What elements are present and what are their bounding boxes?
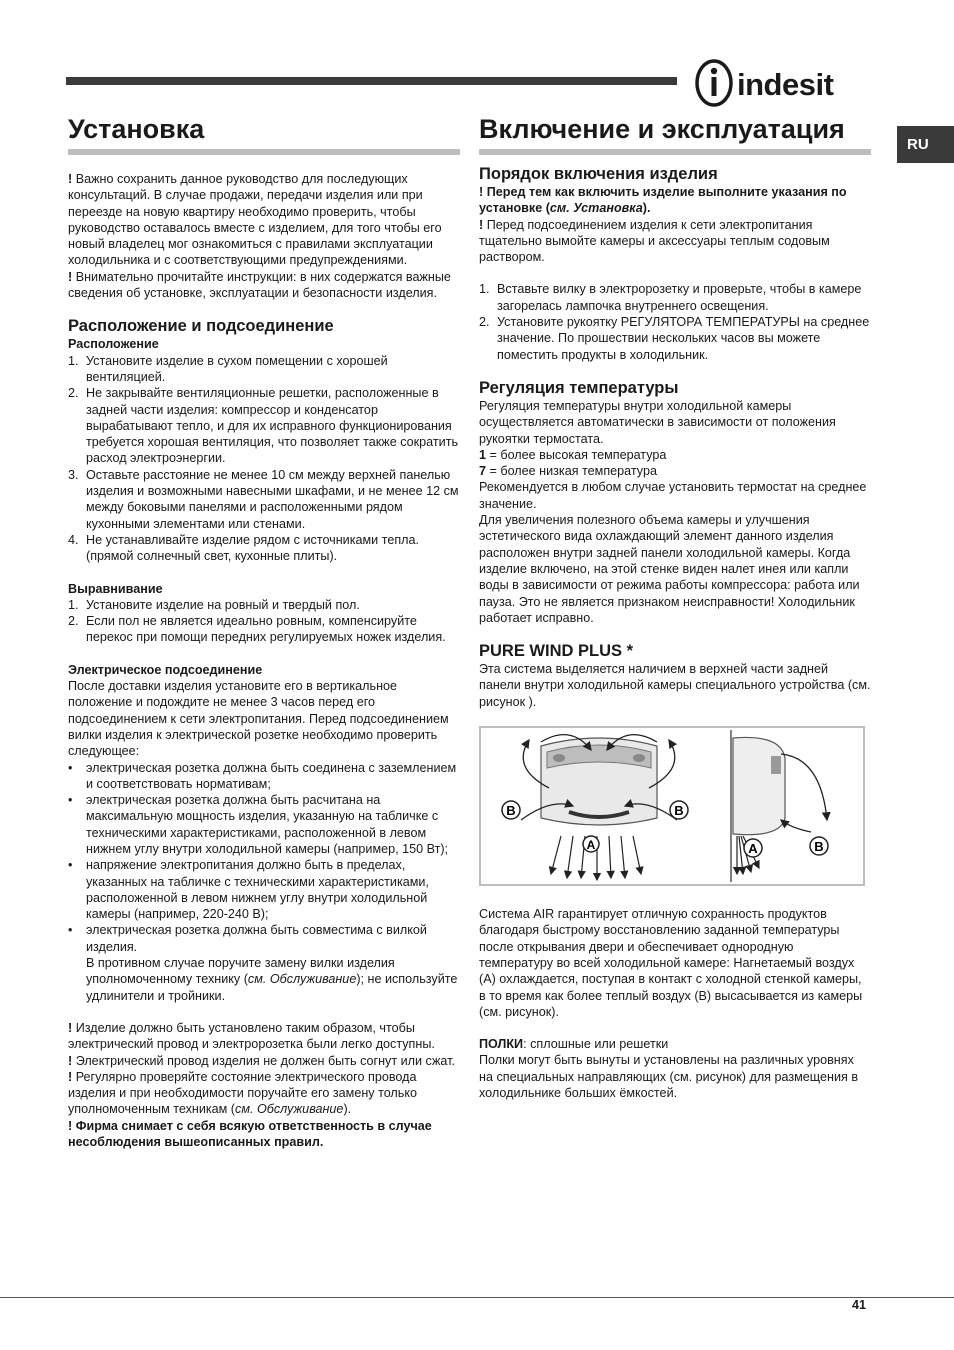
electric-intro: После доставки изделия установите его в вертикальное положение и подождите не менее 3 часов перед его подсоединением к сети электропитания. Перед подсоединением вилки изделия к электрической розетке необходимо проверить следующее:: [68, 679, 449, 759]
list-item: • напряжение электропитания должно быть в пределах, указанных на табличке с техническими характеристиками, расположенной в левом нижнем углу внутри холодильной камеры (например, 220-240 В);: [68, 858, 429, 922]
indesit-logo: [692, 58, 872, 108]
leveling-list: [68, 597, 460, 646]
list-item: 1. Вставьте вилку в электророзетку и проверьте, чтобы в камере загорелась лампочка внутреннего освещения.: [479, 282, 862, 313]
placement-list: [68, 353, 460, 565]
temp-section-title: Регуляция температуры: [479, 378, 679, 397]
temp-setting-1: 1 = более высокая температура: [479, 447, 667, 462]
temp-setting-7: 7 = более низкая температура: [479, 464, 657, 479]
start-list: [479, 281, 871, 362]
airflow-figure: [479, 726, 865, 886]
header-bar: [66, 77, 677, 85]
language-tab: RU: [897, 126, 954, 163]
warning-1: ! Изделие должно быть установлено таким образом, чтобы электрический провод и электророзетка были легко доступны.: [68, 1020, 435, 1052]
pure-wind-paragraph: Эта система выделяется наличием в верхней части задней панели внутри холодильной камеры специального устройства (см. рисунок ).: [479, 662, 871, 709]
shelves-paragraph: Полки могут быть вынуты и установлены на различных уровнях на специальных направляющих (см. рисунок) для размещения в холодильнике больших ёмкостей.: [479, 1053, 859, 1100]
right-column: [479, 112, 871, 1101]
warning-3: ! Регулярно проверяйте состояние электрического провода изделия и при необходимости поручайте его замену только уполномоченным техникам (см. Обслуживание).: [68, 1069, 417, 1117]
label-b: B: [674, 803, 684, 819]
label-a: A: [586, 838, 596, 853]
label-b: B: [814, 839, 824, 855]
intro-paragraph-2: ! Внимательно прочитайте инструкции: в них содержатся важные сведения об установке, эксплуатации и безопасности изделия.: [68, 269, 451, 301]
temp-paragraph-2: Рекомендуется в любом случае установить термостат на среднее значение.: [479, 480, 867, 511]
list-item: 3. Оставьте расстояние не менее 10 см между верхней панелью изделия и возможными навесными шкафами, и не менее 12 см между боковыми панелями и расположенными рядом кухонными элементами или стенами.: [68, 467, 459, 531]
list-item: 1. Установите изделие в сухом помещении с хорошей вентиляцией.: [68, 353, 388, 384]
start-section-title: Порядок включения изделия: [479, 165, 718, 183]
list-item: 1. Установите изделие на ровный и твердый пол.: [68, 597, 360, 612]
intro-paragraph-1: ! Важно сохранить данное руководство для последующих консультаций. В случае продажи, передачи изделия или при переезде на новую квартиру необходимо проверить, чтобы руководство оставалось вместе с изделием, для того чтобы его новый владелец мог ознакомиться с правилами эксплуатации холодильника и с соответствующими предупреждениями.: [68, 172, 442, 268]
list-item: 2. Если пол не является идеально ровным, компенсируйте перекос при помощи передних регулируемых ножек изделия.: [68, 614, 446, 645]
placement-section-title: Расположение и подсоединение: [68, 317, 334, 336]
electric-note: В противном случае поручите замену вилки изделия уполномоченному технику (см. Обслуживание); не используйте удлинители и тройники.: [86, 956, 458, 1003]
shelves-line: ПОЛКИ: сплошные или решетки: [479, 1037, 669, 1052]
start-warning: ! Перед тем как включить изделие выполните указания по установке (см. Установка).: [479, 185, 847, 216]
footer-rule: [0, 1297, 954, 1298]
page-number: 41: [852, 1298, 867, 1312]
list-item: • электрическая розетка должна быть совместима с вилкой изделия.: [68, 923, 427, 954]
label-a: A: [748, 841, 758, 857]
label-b: B: [506, 803, 516, 819]
leveling-subtitle: Выравнивание: [68, 581, 163, 596]
list-item: 4. Не устанавливайте изделие рядом с источниками тепла. (прямой солнечный свет, кухонные плиты).: [68, 532, 420, 564]
left-column: [68, 112, 460, 1150]
operation-title: Включение и эксплуатация: [479, 114, 845, 144]
electric-list: [68, 760, 460, 956]
install-title: Установка: [68, 114, 205, 144]
start-warning-2: ! Перед подсоединением изделия к сети электропитания тщательно вымойте камеры и аксессуары теплым содовым раствором.: [479, 217, 830, 265]
list-item: 2. Не закрывайте вентиляционные решетки, расположенные в задней части изделия: компрессор и конденсатор вырабатывают тепло, и для их исправного функционирования требуется хорошая вентиляция, что позволяет также сократить расход электроэнергии.: [68, 386, 459, 466]
temp-paragraph-1: Регуляция температуры внутри холодильной камеры осуществляется автоматически в зависимости от положения рукоятки термостата.: [479, 398, 836, 446]
brand-name: indesit: [737, 67, 834, 102]
list-item: 2. Установите рукоятку РЕГУЛЯТОРА ТЕМПЕРАТУРЫ на среднее значение. По прошествии нескольких часов вы можете поместить продукты в холодильник.: [479, 315, 870, 362]
pure-wind-title: PURE WIND PLUS *: [479, 642, 634, 661]
list-item: • электрическая розетка должна быть расчитана на максимальную мощность изделия, указанную на табличке с техническими характеристиками, расположенной в левом нижнем углу внутри холодильной камеры (например, 150 Вт);: [68, 793, 449, 856]
placement-subtitle: Расположение: [68, 337, 159, 352]
temp-paragraph-3: Для увеличения полезного объема камеры и улучшения эстетического вида охлаждающий элемент данного изделия расположен внутри задней панели холодильной камеры. Когда изделие включено, на этой стенке виден налет инея или капли воды в зависимости от режима работы компрессора: работа или пауза. Это не является признаком неисправности! Холодильник работает исправно.: [479, 513, 860, 625]
air-system-paragraph: Система AIR гарантирует отличную сохранность продуктов благодаря быстрому восстановлению заданной температуры после открывания двери и обеспечивает однородную температуру во всей холодильной камере: Нагнетаемый воздух (A) охлаждается, поступая в контакт с холодной стенкой камеры, в то время как более теплый воздух (B) высасывается из камеры (см. рисунок).: [479, 907, 863, 1019]
list-item: • электрическая розетка должна быть соединена с заземлением и соответствовать нормативам;: [68, 760, 457, 791]
warning-2: ! Электрический провод изделия не должен быть согнут или сжат.: [68, 1053, 455, 1068]
electric-subtitle: Электрическое подсоединение: [68, 662, 263, 677]
airflow-diagram: [481, 728, 863, 884]
warning-4: ! Фирма снимает с себя всякую ответственность в случае несоблюдения вышеописанных правил.: [68, 1118, 432, 1150]
